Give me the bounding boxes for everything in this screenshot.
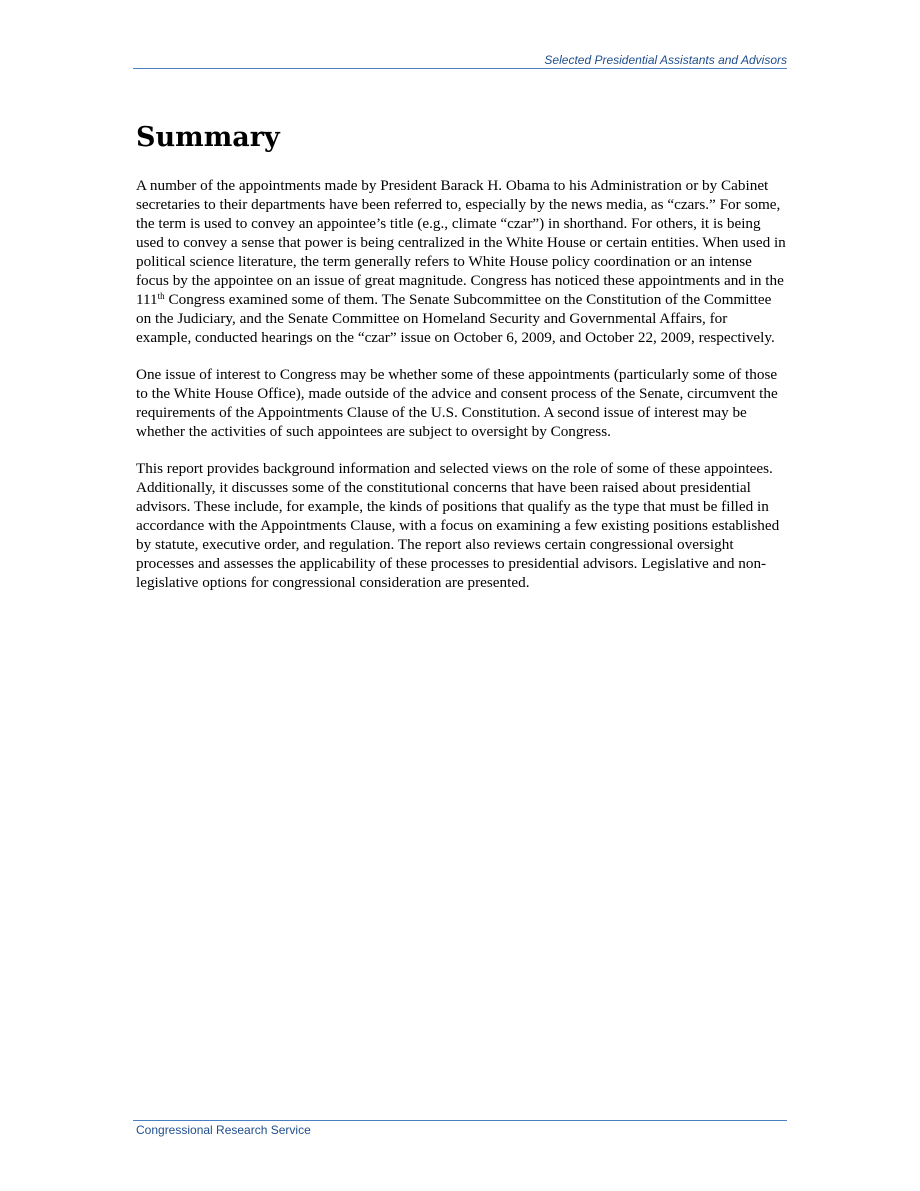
header-rule <box>133 68 787 69</box>
summary-paragraph-2: One issue of interest to Congress may be whether some of these appointments (particularly some of those to the White House Office), made outside of the advice and consent process of the Senate, circumvent the requirements of the Appointments Clause of the U.S. Constitution. A second issue of interest may be whether the activities of such appointees are subject to oversight by Congress. <box>136 366 778 440</box>
paragraph-1-text-a: A number of the appointments made by President Barack H. Obama to his Administration or by Cabinet secretaries to their departments have been referred to, especially by the news media, as “czars.” For some, the term is used to convey an appointee’s title (e.g., climate “czar”) in shorthand. For others, it is being used to convey a sense that power is being centralized in the White House or certain entities. When used in political science literature, the term generally refers to White House policy coordination or an intense focus by the appointee on an issue of great magnitude. Congress has noticed these appointments and in the 111 <box>136 177 786 308</box>
summary-paragraph-1 <box>136 176 786 347</box>
ordinal-superscript: th <box>157 291 165 301</box>
footer-rule <box>133 1120 787 1121</box>
summary-body <box>136 176 786 610</box>
running-header: Selected Presidential Assistants and Advisors <box>544 53 787 67</box>
section-title: Summary <box>136 122 280 153</box>
footer-organization: Congressional Research Service <box>136 1123 311 1137</box>
paragraph-1-text-b: Congress examined some of them. The Senate Subcommittee on the Constitution of the Committee on the Judiciary, and the Senate Committee on Homeland Security and Governmental Affairs, for example, conducted hearings on the “czar” issue on October 6, 2009, and October 22, 2009, respectively. <box>136 291 775 346</box>
summary-paragraph-3: This report provides background information and selected views on the role of some of these appointees. Additionally, it discusses some of the constitutional concerns that have been raised about presidential advisors. These include, for example, the kinds of positions that qualify as the type that must be filled in accordance with the Appointments Clause, with a focus on examining a few existing positions established by statute, executive order, and regulation. The report also reviews certain congressional oversight processes and assesses the applicability of these processes to presidential advisors. Legislative and non-legislative options for congressional consideration are presented. <box>136 460 780 591</box>
